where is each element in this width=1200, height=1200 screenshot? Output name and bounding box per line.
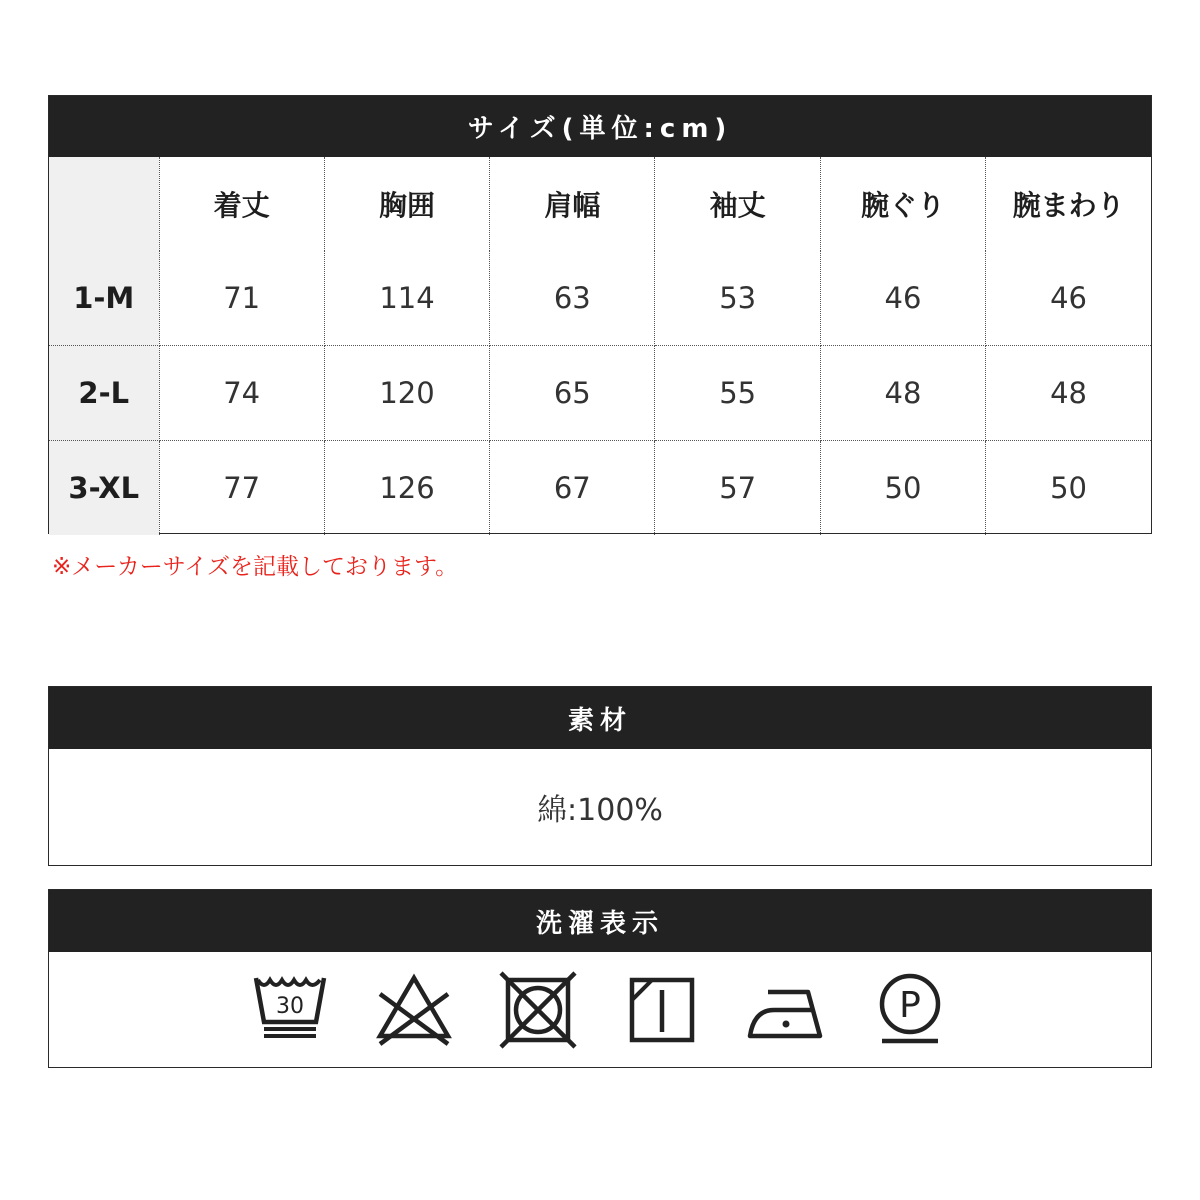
table-cell: 50 [1050,471,1088,505]
dry-clean-letter: P [899,985,921,1026]
no-tumble-dry-icon [498,970,578,1050]
table-cell: 71 [159,251,324,346]
corner-cell [49,157,159,251]
iron-low-icon [746,970,826,1050]
no-bleach-icon [374,970,454,1050]
material-title: 素材 [49,687,1151,749]
column-header: 腕まわり [986,157,1151,251]
table-row [49,346,1151,441]
table-cell: 77 [159,441,324,536]
table-cell: 55 [655,346,820,441]
wash-30-very-gentle-icon [250,970,330,1050]
care-title: 洗濯表示 [49,890,1151,952]
table-cell: 46 [986,251,1151,346]
wash-temperature: 30 [276,994,304,1019]
care-icon-row [49,952,1151,1068]
table-cell: 48 [820,346,985,441]
row-size-label: 2-L [49,346,159,441]
table-cell: 74 [159,346,324,441]
column-header: 胸囲 [324,157,489,251]
column-header: 袖丈 [655,157,820,251]
size-table-header-row [49,157,1151,251]
dry-clean-p-icon [870,970,950,1050]
table-row [49,251,1151,346]
size-table-panel [48,95,1152,534]
table-cell: 48 [986,346,1151,441]
size-table [49,157,1151,535]
table-cell: 57 [655,441,820,536]
material-content: 綿:100% [537,793,663,828]
size-table-title: サイズ(単位:cm) [49,96,1151,157]
line-dry-icon [622,970,702,1050]
table-cell: 120 [324,346,489,441]
maker-size-note: ※メーカーサイズを記載しております。 [52,554,459,580]
table-cell: 126 [324,441,489,536]
table-cell: 63 [490,251,655,346]
table-row [49,441,1151,536]
table-cell: 114 [324,251,489,346]
row-size-label: 1-M [49,251,159,346]
table-cell: 65 [490,346,655,441]
column-header: 腕ぐり [820,157,985,251]
row-size-label: 3-XL [49,441,159,536]
table-cell: 67 [490,441,655,536]
care-panel [48,889,1152,1068]
table-cell: 50 [820,441,985,536]
table-cell: 53 [655,251,820,346]
table-cell: 46 [820,251,985,346]
material-panel [48,686,1152,866]
column-header: 着丈 [159,157,324,251]
column-header: 肩幅 [490,157,655,251]
